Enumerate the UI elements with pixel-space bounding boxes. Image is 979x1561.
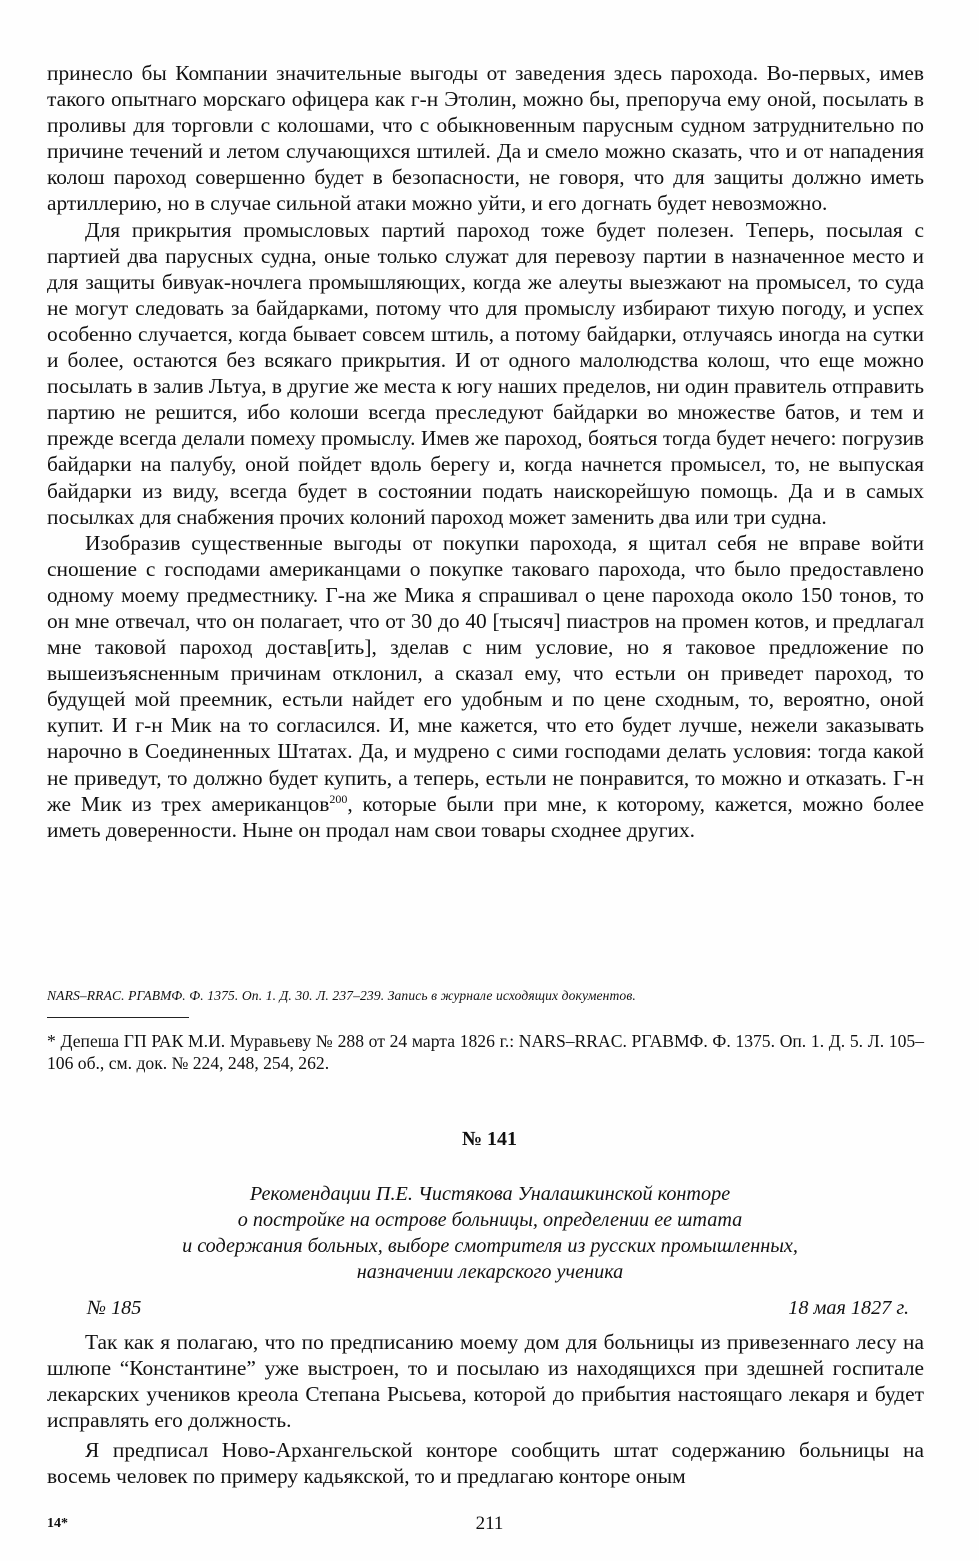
paragraph-3-text: Изобразив существенные выгоды от покупки парохода, я щитал себя не вправе войти сношение с господами американцами о покупке таковаго парохода, что было предоставлено одному моему предместнику. Г-на же Мика я спрашивал о цене парохода около 150 тонов, то он мне отвечал, что он полагает, что от 30 до 40 [тысяч] пиастров на промен котов, и предлагал мне таковой пароход достав[ить], зделав с ним условие, но я таковое предложение по вышеизъясненным причинам отклонил, а сказал ему, что естьли он приведет пароход, то будущей мой преемник, естьли найдет его удобным и по цене сходным, то, вероятно, оной купит. И г-н Мик на то согласился. И, мне кажется, что ето будет лучше, нежели заказывать нарочно в Соединенных Штатах. Да, и мудрено с сими господами делать условия: тогда какой не приведут, то должно будет купить, а теперь, естьли не понравится, то можно и отказать. Г-н же Мик из трех американцов [47,530,924,816]
document-title-line-1: Рекомендации П.Е. Чистякова Уналашкинской конторе [249,1183,731,1205]
letter-body [47,60,924,843]
paragraph-3-text-end: , которые были при мне, к которому, кажется, можно более иметь доверенности. Ныне он продал нам свои товары сходнее других. [47,791,924,842]
document-ref-number: № 185 [87,1297,142,1319]
footnote-mark: * [47,1031,56,1051]
page-number: 211 [475,1513,504,1534]
paragraph-2: Для прикрытия промысловых партий пароход тоже будет полезен. Теперь, посылая с партией два парусных судна, оные только служат для перевозу партии в назначенное место и для защиты бивуак-ночлега промышляющих, когда же алеуты выезжают на промысел, то суда не могут следовать за байдарками, потому что для промыслу избирают тихую погоду, и успех особенно случается, когда бывает совсем штиль, а потому байдарки, отлучаясь иногда на сутки и более, остаются без всякаго прикрытия. И от одного малолюдства колош, что еще можно посылать в залив Льтуа, в другие же места к югу наших пределов, ни один правитель отправить партию не решится, ибо колоши всегда преследуют байдарки во множестве батов, и тем и прежде всегда делали помеху промыслу. Имев же пароход, бояться тогда будет нечего: погрузив байдарки на палубу, оной пойдет вдоль берегу и, когда начнется промысел, то, не выпуская байдарки из виду, всегда будет в состоянии подать наискорейшую помощь. Да и в самых посылках для снабжения прочих колоний пароход может заменить два или три судна. [47,217,924,529]
document-date: 18 мая 1827 г. [788,1297,909,1319]
document-number: № 141 [461,1128,518,1150]
document-meta [87,1297,909,1323]
footnote-ref-200: 200 [329,791,348,806]
document-title-line-4: назначении лекарского ученика [356,1261,624,1283]
document-title-line-2: о постройке на острове больницы, определении ее штата [237,1209,743,1231]
paragraph-1: принесло бы Компании значительные выгоды от заведения здесь парохода. Во-первых, имев такого опытнаго морскаго офицера как г-н Этолин, можно бы, препоруча ему оной, посылать в проливы для торговли с колошами, что с обыкновенным парусным судном затруднительно по причине течений и летом случающихся штилей. Да и смело можно сказать, что и от нападения колош пароход совершенно будет в безопасности, не говоря, что для защиты должно иметь артиллерию, но в случае сильной атаки можно уйти, и его догнать будет невозможно. [47,61,924,216]
footnote-text: Депеша ГП РАК М.И. Муравьеву № 288 от 24 марта 1826 г.: NARS–RRAC. РГАВМФ. Ф. 1375. Оп. 1. Д. 5. Л. 105–106 об., см. док. № 224, 248, 254, 262. [47,1031,924,1073]
archive-source-note: NARS–RRAC. РГАВМФ. Ф. 1375. Оп. 1. Д. 30. Л. 237–239. Запись в журнале исходящих документов. [47,988,636,1003]
document-body [47,1329,924,1494]
footnote-divider [47,1017,189,1018]
signature-mark: 14* [47,1516,68,1531]
document-paragraph-1: Так как я полагаю, что по предписанию моему дом для больницы из привезеннаго лесу на шлюпе “Константине” уже выстроен, то и посылаю из находящихся при здешней госпитале лекарских учеников креола Степана Рысьева, которой до прибытия настоящаго лекаря и будет исправлять его должность. [47,1330,924,1433]
document-title-line-3: и содержания больных, выборе смотрителя из русских промышленных, [182,1235,798,1257]
footnote [47,1030,924,1074]
paragraph-3 [47,530,924,843]
document-paragraph-2: Я предписал Ново-Архангельской конторе сообщить штат содержанию больницы на восемь человек по примеру кадьякской, то и предлагаю конторе оным [47,1438,924,1489]
document-title [150,1181,830,1285]
